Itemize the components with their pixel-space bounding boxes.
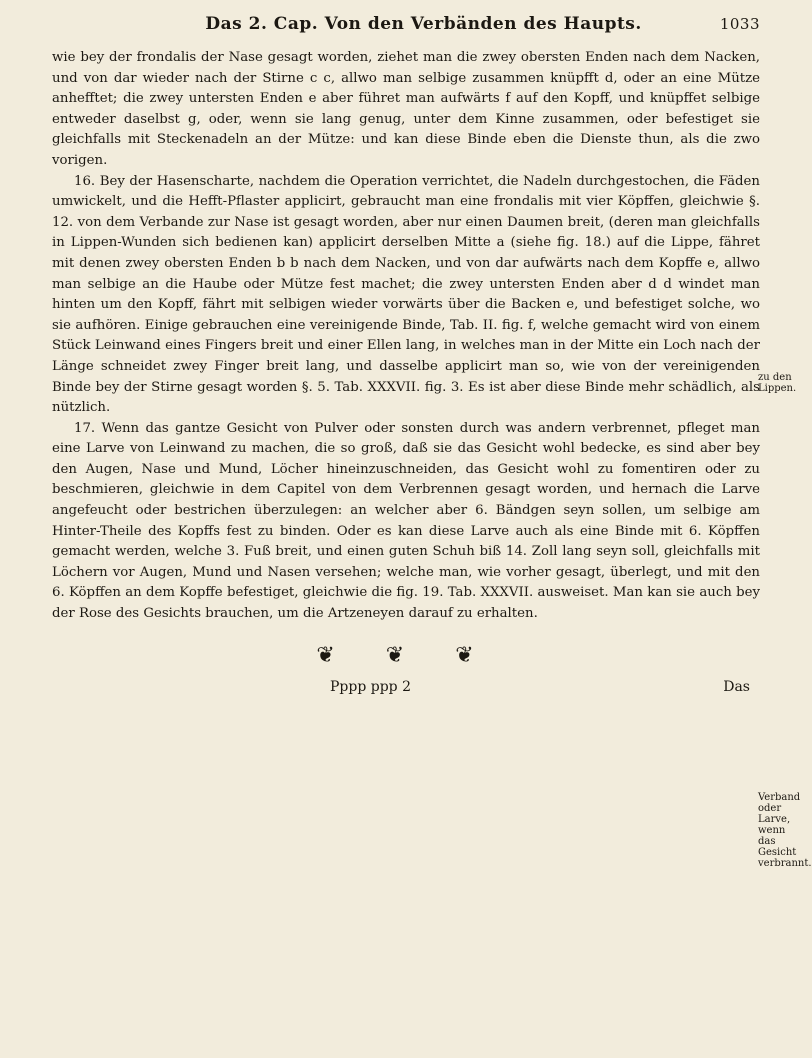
paragraph-16: 16. Bey der Hasenscharte, nachdem die Operation verrichtet, die Nadeln durchgestochen, die Fäden umwickelt, und die Hefft-Pflaster applicirt, gebraucht man eine frondalis mit vier Köpffen, gleichwie §. 12. von dem Verbande zur Nase ist gesagt worden, aber nur einen Daumen breit, (deren man gleichfalls in Lippen-Wunden sich bedienen kan) applicirt derselben Mitte a (siehe fig. 18.) auf die Lippe, fähret mit denen zwey obersten Enden b b nach dem Nacken, und von dar aufwärts nach dem Kopffe e, allwo man selbige an die Haube oder Mütze fest machet; die zwey untersten Enden aber d d windet man hinten um den Kopff, fährt mit selbigen wieder vorwärts über die Backen e, und befestiget solche, wo sie aufhören. Einige gebrauchen eine vereinigende Binde, Tab. II. fig. f, welche gemacht wird von einem Stück Leinwand eines Fingers breit und einer Ellen lang, in welches man in der Mitte ein Loch nach der Länge schneidet zwey Finger breit lang, und dasselbe applicirt man so, wie von der vereinigenden Binde bey der Stirne gesagt worden §. 5. Tab. XXXVII. fig. 3. Es ist aber diese Binde mehr schädlich, als nützlich. xyxy=(52,173,760,416)
page-footer xyxy=(52,679,760,695)
ornament-fleurons: ❦ ❦ ❦ xyxy=(316,642,496,668)
body-text xyxy=(52,48,760,625)
margin-note-lips: zu den Lippen. xyxy=(758,372,797,394)
header-title: Das 2. Cap. Von den Verbänden des Haupts. xyxy=(205,14,642,34)
catchword: Das xyxy=(723,678,750,695)
running-header xyxy=(52,14,760,48)
paragraph-17: 17. Wenn das gantze Gesicht von Pulver oder sonsten durch was andern verbrennet, pfleget man eine Larve von Leinwand zu machen, die so groß, daß sie das Gesicht wohl bedecke, es sind aber bey den Augen, Nase und Mund, Löcher hineinzuschneiden, das Gesicht wohl zu fomentiren oder zu beschmieren, gleichwie in dem Capitel von dem Verbrennen gesagt worden, und hernach die Larve angefeucht oder bestrichen überzulegen: an welcher aber 6. Bändgen seyn sollen, um selbige am Hinter-Theile des Kopffs fest zu binden. Oder es kan diese Larve auch als eine Binde mit 6. Köpffen gemacht werden, welche 3. Fuß breit, und einen guten Schuh biß 14. Zoll lang seyn soll, gleichfalls mit Löchern vor Augen, Mund und Nasen versehen; welche man, wie vorher gesagt, überlegt, und mit den 6. Köpffen an dem Kopffe befestiget, gleichwie die fig. 19. Tab. XXXVII. ausweiset. Man kan sie auch bey der Rose des Gesichts brauchen, um die Artzeneyen darauf zu erhalten. xyxy=(52,420,760,622)
signature-mark: Pppp ppp 2 xyxy=(330,678,411,695)
page-number: 1033 xyxy=(719,15,760,33)
paragraph-continuation: wie bey der frondalis der Nase gesagt worden, ziehet man die zwey obersten Enden nach dem Nacken, und von dar wieder nach der Stirne c c, allwo man selbige zusammen knüpfft d, oder an eine Mütze anhefftet; die zwey untersten Enden e aber führet man aufwärts f auf den Kopff, und knüpffet selbige entweder daselbst g, oder, wenn sie lang genug, unter dem Kinne zusammen, oder befestiget sie gleichfalls mit Steckenadeln an der Mütze: und kan diese Binde eben die Dienste thun, als die zwo vorigen. xyxy=(52,50,760,168)
margin-note-mask: Verband oder Larve, wenn das Gesicht verbrannt. xyxy=(758,792,812,869)
